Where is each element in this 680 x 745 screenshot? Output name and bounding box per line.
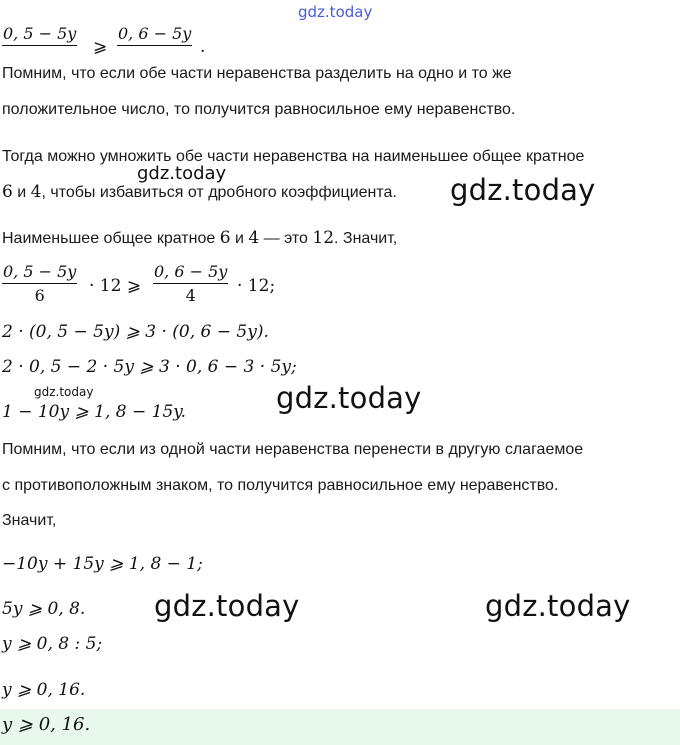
eq1-end: · 12; (237, 276, 276, 296)
number-4: 4 (30, 182, 42, 202)
fraction-left (2, 24, 77, 46)
word-and: и (12, 184, 31, 201)
answer-bar (0, 709, 680, 745)
equation-5: −10y + 15y ⩾ 1, 8 − 1; (2, 554, 203, 574)
para3-num1: 6 (219, 228, 231, 248)
watermark-2: gdz.today (450, 173, 596, 207)
watermark-6: gdz.today (485, 589, 631, 623)
eq1-middle: · 12 ⩾ (89, 276, 142, 296)
fraction-left-numerator: 0, 5 − 5y (2, 24, 77, 46)
para1-line2: положительное число, то получится равносильное ему неравенство. (2, 101, 516, 118)
para3-text3: — это (259, 230, 313, 247)
para4-line2: с противоположным знаком, то получится равносильное ему неравенство. (2, 477, 559, 494)
para2-line2 (2, 182, 397, 202)
watermark-top: gdz.today (298, 3, 373, 21)
eq1-fraction-right (153, 262, 228, 305)
para2-rest: , чтобы избавиться от дробного коэффициента. (41, 184, 397, 201)
relation-sign: ⩾ (93, 37, 108, 57)
eq1-right-numerator: 0, 6 − 5y (153, 262, 228, 284)
para3-text2: и (230, 230, 249, 247)
equation-7: y ⩾ 0, 8 : 5; (2, 634, 103, 654)
eq1-right-denominator: 4 (185, 286, 196, 305)
para2-line1: Тогда можно умножить обе части неравенства на наименьшее общее кратное (2, 148, 585, 165)
eq1-left-numerator: 0, 5 − 5y (2, 262, 77, 284)
watermark-3: gdz.today (34, 385, 94, 399)
watermark-1: gdz.today (137, 163, 227, 184)
watermark-5: gdz.today (154, 589, 300, 623)
eq1-left-denominator: 6 (34, 286, 45, 305)
line0-end: . (200, 37, 206, 57)
eq1-fraction-left (2, 262, 77, 305)
para3-text1: Наименьшее общее кратное (2, 230, 220, 247)
para4-line1: Помним, что если из одной части неравенства перенести в другую слагаемое (2, 441, 584, 458)
para3-num3: 12 (312, 228, 335, 248)
equation-8: y ⩾ 0, 16. (2, 680, 86, 700)
watermark-4: gdz.today (276, 381, 422, 415)
para3-num2: 4 (248, 228, 260, 248)
para3-text4: . Значит, (334, 230, 398, 247)
para3 (2, 228, 397, 248)
number-6: 6 (2, 182, 13, 202)
para1-line1: Помним, что если обе части неравенства разделить на одно и то же (2, 65, 512, 82)
para4-line3: Значит, (2, 512, 57, 529)
fraction-right-numerator: 0, 6 − 5y (117, 24, 192, 46)
fraction-right (117, 24, 192, 46)
equation-4: 1 − 10y ⩾ 1, 8 − 15y. (2, 402, 187, 422)
answer-text: y ⩾ 0, 16. (2, 714, 91, 735)
equation-3: 2 · 0, 5 − 2 · 5y ⩾ 3 · 0, 6 − 3 · 5y; (2, 357, 297, 377)
equation-6: 5y ⩾ 0, 8. (2, 599, 86, 619)
equation-2: 2 · (0, 5 − 5y) ⩾ 3 · (0, 6 − 5y). (2, 322, 269, 342)
